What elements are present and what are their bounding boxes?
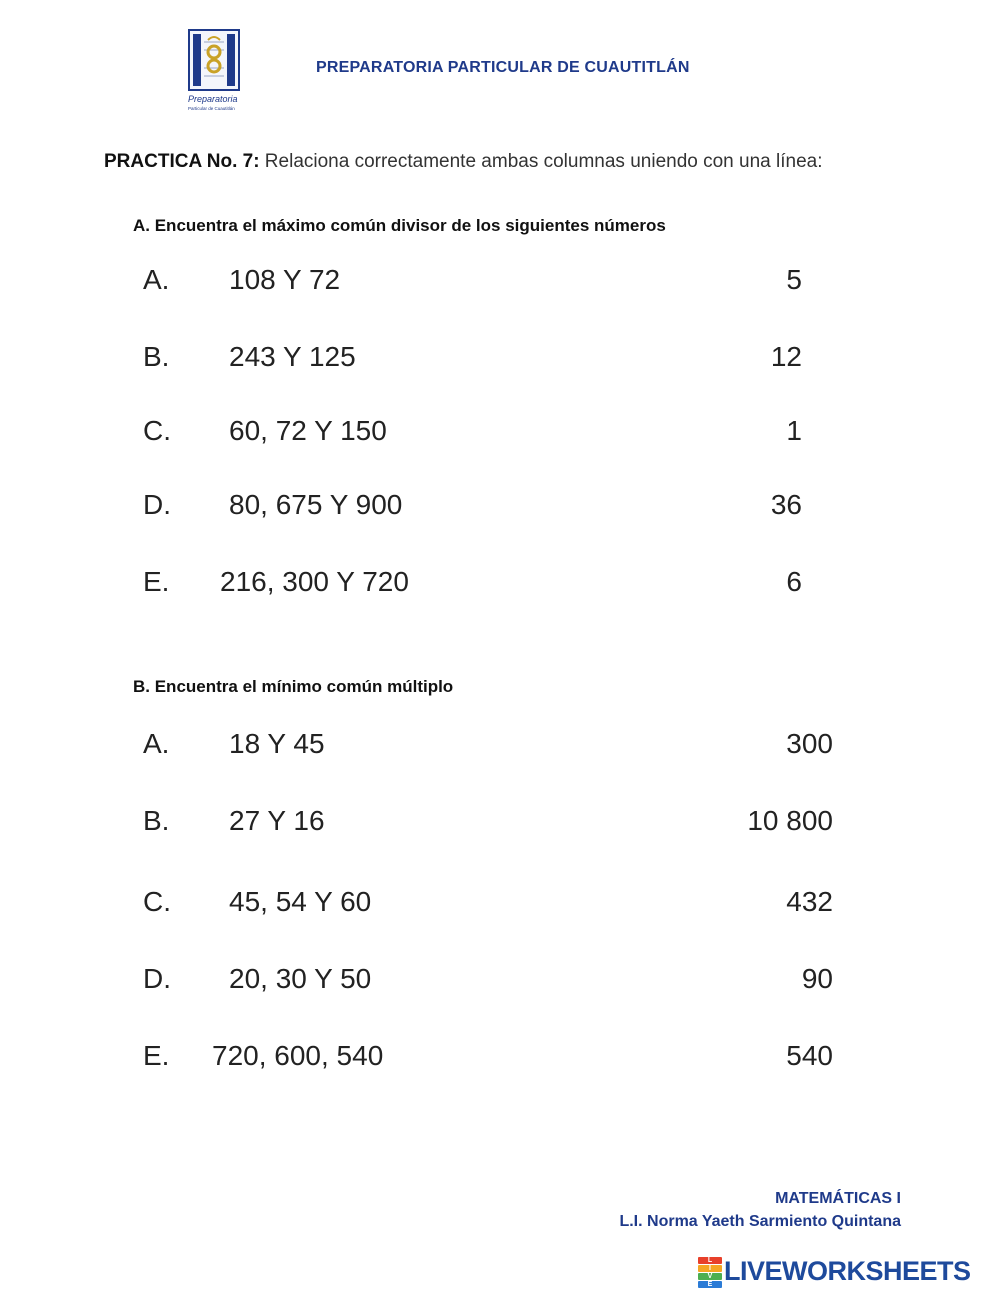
row-a4-letter: D. <box>143 489 171 520</box>
row-a3-expr: 60, 72 Y 150 <box>229 415 387 446</box>
school-name: PREPARATORIA PARTICULAR DE CUAUTITLÁN <box>316 59 690 76</box>
row-b2-expr: 27 Y 16 <box>229 805 325 836</box>
liveworksheets-watermark[interactable] <box>698 1255 971 1287</box>
row-b5-expr: 720, 600, 540 <box>212 1040 384 1071</box>
row-b1-letter: A. <box>143 728 170 759</box>
row-b1-expr: 18 Y 45 <box>229 728 325 759</box>
row-b5-letter: E. <box>143 1040 170 1071</box>
row-a3-answer: 1 <box>786 415 802 446</box>
section-b-title: B. Encuentra el mínimo común múltiplo <box>133 677 454 696</box>
row-b4-answer: 90 <box>801 963 833 994</box>
row-b3-expr: 45, 54 Y 60 <box>229 886 372 917</box>
row-b3-answer: 432 <box>786 886 833 917</box>
row-a2-expr: 243 Y 125 <box>229 341 356 372</box>
practica-label: PRACTICA No. 7: <box>104 151 260 172</box>
section-a-title: A. Encuentra el máximo común divisor de los siguientes números <box>133 216 666 235</box>
row-a4-expr: 80, 675 Y 900 <box>229 489 403 520</box>
liveworksheets-icon: L I V E <box>698 1257 722 1285</box>
row-b1-answer: 300 <box>786 728 833 759</box>
row-a2-letter: B. <box>143 341 170 372</box>
row-a1-letter: A. <box>143 264 170 295</box>
row-b4-expr: 20, 30 Y 50 <box>229 963 372 994</box>
school-logo <box>186 28 242 114</box>
row-a3-letter: C. <box>143 415 171 446</box>
row-a2-answer: 12 <box>770 341 802 372</box>
row-b5-answer: 540 <box>786 1040 833 1071</box>
row-a1-answer: 5 <box>786 264 802 295</box>
row-a5-expr: 216, 300 Y 720 <box>220 566 409 597</box>
row-a5-answer: 6 <box>786 566 802 597</box>
row-a5-letter: E. <box>143 566 170 597</box>
row-a4-answer: 36 <box>770 489 802 520</box>
footer-subject: MATEMÁTICAS I <box>775 1190 901 1207</box>
footer-teacher: L.I. Norma Yaeth Sarmiento Quintana <box>619 1213 901 1230</box>
logo-subtext: Particular de Cuautitlán <box>188 106 235 111</box>
row-a1-expr: 108 Y 72 <box>229 264 341 295</box>
row-b3-letter: C. <box>143 886 171 917</box>
row-b2-answer: 10 800 <box>747 805 833 836</box>
row-b4-letter: D. <box>143 963 171 994</box>
logo-text: Preparatoria <box>188 94 238 104</box>
instructions <box>104 150 864 174</box>
row-b2-letter: B. <box>143 805 170 836</box>
liveworksheets-text: LIVEWORKSHEETS <box>724 1255 971 1286</box>
practica-text: Relaciona correctamente ambas columnas uniendo con una línea: <box>259 151 823 172</box>
